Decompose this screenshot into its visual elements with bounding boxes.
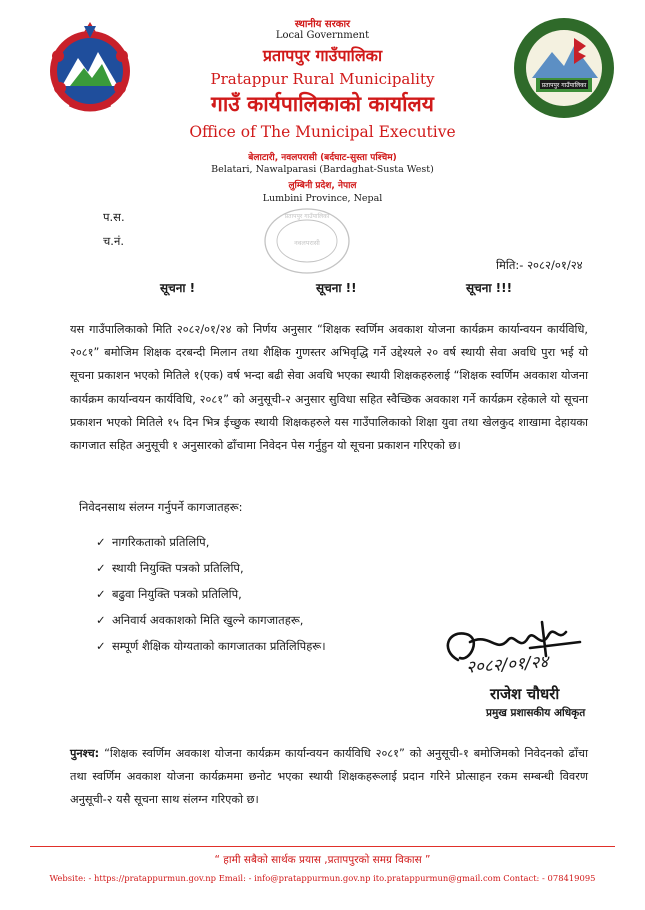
notice-heading-1: सूचना ! bbox=[160, 281, 196, 295]
notice-body-paragraph: यस गाउँपालिकाको मिति २०८२/०१/२४ को निर्णय अनुसार “शिक्षक स्वर्णिम अवकाश योजना कार्यक्रम कार्यान्वयन कार्यविधि, २०८१” बमोजिम शिक्षक दरबन्दी मिलान तथा शैक्षिक गुणस्तर अभिवृद्धि गर्ने उद्देश्यले २० वर्ष स्थायी सेवा अवधि पुरा भई यो सूचना प्रकाशन भएको मितिले १(एक) वर्ष भन्दा बढी सेवा अवधि भएका स्थायी शिक्षकहरुलाई “शिक्षक स्वर्णिम अवकाश योजना कार्यक्रम कार्यान्वयन कार्यविधि, २०८१” को अनुसूची-२ अनुसार सुविधा सहित स्वैच्छिक अवकाश गर्ने कार्यक्रम रहेकाले यो सूचना प्रकाशन भएको मितिले १५ दिन भित्र ईच्छुक स्थायी शिक्षकहरुले यस गाउँपालिकाको शिक्षा युवा तथा खेलकुद शाखामा देहायका कागजात सहित अनुसूची १ अनुसारको ढाँचामा निवेदन पेस गर्नुहुन यो सूचना प्रकाशन गरिएको छ। bbox=[70, 323, 588, 453]
signature-date-handwritten: २०८२/०१/२४ bbox=[465, 652, 549, 678]
office-stamp bbox=[262, 206, 352, 276]
signatory-name: राजेश चौधरी bbox=[490, 685, 560, 703]
stamp-inner-text: नवलपरासी bbox=[294, 239, 320, 247]
footer-slogan: “ हामी सबैको सार्थक प्रयास ,प्रतापपुरको समग्र विकास ” bbox=[214, 854, 431, 866]
document-item bbox=[96, 561, 244, 576]
municipality-logo-label: प्रतापपुर गाउँपालिका bbox=[541, 82, 587, 89]
letter-date: मिति:- २०८२/०१/२४ bbox=[496, 258, 583, 272]
local-govt-np: स्थानीय सरकार bbox=[294, 19, 351, 30]
footer-contact: Website: - https://pratappurmun.gov.np Email: - info@pratappurmun.gov.np ito.pratappurmun@gmail.com Contact: - 078419095 bbox=[49, 873, 596, 883]
address-en: Belatari, Nawalparasi (Bardaghat-Susta West) bbox=[211, 164, 434, 175]
documents-list-heading: निवेदनसाथ संलग्न गर्नुपर्ने कागजातहरू: bbox=[79, 500, 243, 514]
check-icon: ✓ bbox=[96, 587, 106, 601]
province-np: लुम्बिनी प्रदेश, नेपाल bbox=[288, 181, 357, 191]
municipality-name-en: Pratappur Rural Municipality bbox=[210, 70, 435, 88]
document-item-label: स्थायी नियुक्ति पत्रको प्रतिलिपि, bbox=[112, 561, 244, 575]
dispatch-number-label: च.नं. bbox=[103, 234, 124, 248]
document-item-label: अनिवार्य अवकाशको मिति खुल्ने कागजातहरू, bbox=[112, 613, 304, 627]
document-item bbox=[96, 535, 209, 550]
office-name-np: गाउँ कार्यपालिकाको कार्यालय bbox=[211, 92, 434, 116]
check-icon: ✓ bbox=[96, 613, 106, 627]
postscript bbox=[70, 742, 588, 812]
letter-number-label: प.स. bbox=[103, 210, 125, 224]
document-item-label: सम्पूर्ण शैक्षिक योग्यताको कागजातका प्रतिलिपिहरू। bbox=[112, 639, 326, 653]
postscript-text: “शिक्षक स्वर्णिम अवकाश योजना कार्यक्रम कार्यान्वयन कार्यविधि २०८१” को अनुसूची-१ बमोजिमको निवेदनको ढाँचा तथा स्वर्णिम अवकाश योजना कार्यक्रममा छनोट भएका स्थायी शिक्षकहरूलाई प्रदान गरिने प्रोत्साहन रकम सम्बन्धी विवरण अनुसूची-२ यसै सूचना साथ संलग्न गरिएको छ। bbox=[70, 747, 588, 807]
province-en: Lumbini Province, Nepal bbox=[262, 193, 383, 204]
postscript-label: पुनश्च: bbox=[70, 747, 100, 760]
local-govt-en: Local Government bbox=[275, 30, 370, 41]
check-icon: ✓ bbox=[96, 561, 106, 575]
document-item-label: नागरिकताको प्रतिलिपि, bbox=[112, 535, 210, 549]
check-icon: ✓ bbox=[96, 535, 106, 549]
document-item bbox=[96, 613, 303, 628]
office-name-en: Office of The Municipal Executive bbox=[189, 123, 456, 141]
document-item bbox=[96, 639, 326, 654]
stamp-ring-text: प्रतापपुर गाउँपालिका bbox=[284, 213, 330, 220]
document-item bbox=[96, 587, 242, 602]
document-item-label: बढुवा नियुक्ति पत्रको प्रतिलिपि, bbox=[112, 587, 242, 601]
signatory-title: प्रमुख प्रशासकीय अधिकृत bbox=[486, 707, 586, 719]
footer-rule bbox=[30, 846, 615, 847]
check-icon: ✓ bbox=[96, 639, 106, 653]
notice-heading-2: सूचना !! bbox=[316, 281, 357, 295]
address-np: बेलाटारी, नवलपरासी (बर्दघाट-सुस्ता पश्चिम) bbox=[248, 153, 397, 163]
notice-heading-3: सूचना !!! bbox=[466, 281, 513, 295]
municipality-name-np: प्रतापपुर गाउँपालिका bbox=[262, 46, 383, 65]
